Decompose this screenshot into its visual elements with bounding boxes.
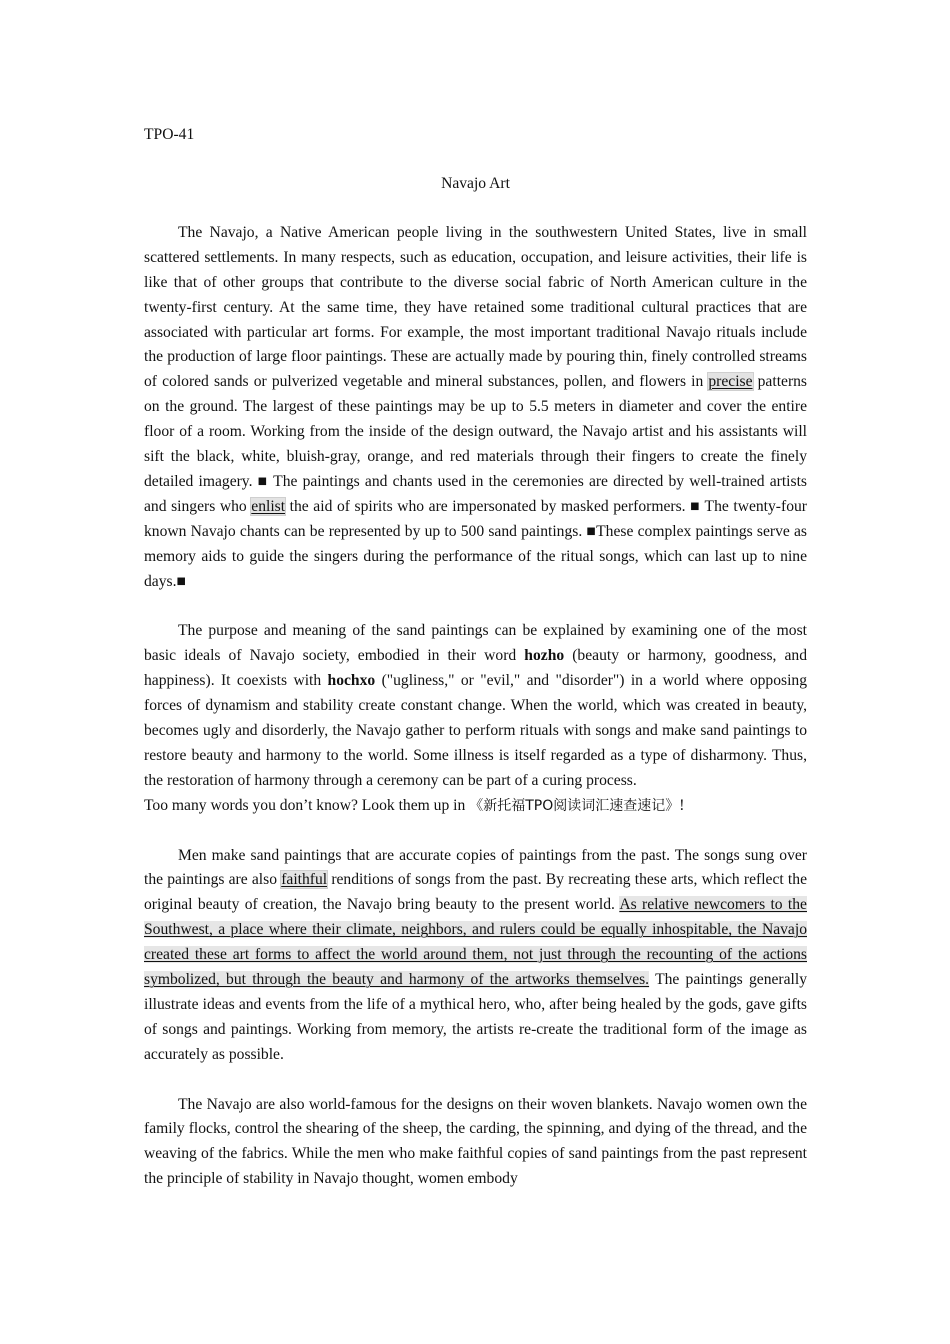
paragraph-4-text-a: The Navajo are also world-famous for the designs on their woven blankets. Navajo women own the family flocks, control the shearing of the sheep, the carding, the spinning, and dying of the thread, and the weaving of the fabrics. While the men who make faithful copies of sand paintings from the past represent the principle of stability in Navajo thought, women embody	[144, 1095, 807, 1188]
paragraph-gap	[144, 819, 807, 844]
term-hochxo: hochxo	[327, 672, 376, 690]
paragraph-2-text-c: ("ugliness," or "evil," and "disorder") in a world where opposing forces of dynamism and stability create constant change. When the world, which was created in beauty, becomes ugly and disorderly, the Navajo gather to perform rituals with songs and make sand paintings to restore beauty and harmony to the world. Some illness is itself regarded as a type of disharmony. Thus, the restoration of harmony through a ceremony can be part of a curing process.	[144, 672, 808, 789]
vocabulary-note-end: !	[679, 796, 685, 814]
vocabulary-note	[144, 794, 807, 819]
paragraph-3	[144, 844, 807, 1068]
paragraph-gap	[144, 1068, 807, 1093]
passage-title: Navajo Art	[441, 175, 510, 192]
paragraph-1-text-c: the aid of spirits who are impersonated by masked performers. ■ The twenty-four known Navajo chants can be represented by up to 500 sand paintings. ■These complex paintings serve as memory aids to guide the singers during the performance of the ritual songs, which can last up to nine days.■	[144, 497, 807, 590]
paragraph-1-text-a: The Navajo, a Native American people living in the southwestern United States, live in small scattered settlements. In many respects, such as education, occupation, and leisure activities, their life is like that of other groups that contribute to the diverse social fabric of North American culture in the twenty-first century. At the same time, they have retained some traditional cultural practices that are associated with particular art forms. For example, the most important traditional Navajo rituals include the production of large floor paintings. These are actually made by pouring thin, finely controlled streams of colored sands or pulverized vegetable and mineral substances, pollen, and flowers in	[144, 223, 807, 391]
paragraph-3-text-c: The paintings generally illustrate ideas and events from the life of a mythical hero, who, after being healed by the gods, gave gifts of songs and paintings. Working from memory, the artists re-create the traditional form of the image as accurately as possible.	[144, 971, 807, 1063]
document-page	[144, 123, 807, 1192]
paragraph-1	[144, 221, 807, 595]
term-hozho: hozho	[524, 647, 565, 665]
highlighted-word-precise[interactable]: precise	[708, 373, 753, 391]
paragraph-2-text-b: (beauty or harmony, goodness, and happiness). It coexists with	[144, 647, 807, 690]
paragraph-4	[144, 1093, 807, 1193]
paragraph-gap	[144, 595, 807, 620]
document-id: TPO-41	[144, 126, 195, 143]
paragraph-2	[144, 619, 807, 793]
vocabulary-note-text: Too many words you don’t know? Look them up in	[144, 796, 470, 814]
vocabulary-book-title: 《新托福TPO阅读词汇速查速记》	[469, 797, 680, 814]
highlighted-word-enlist[interactable]: enlist	[251, 497, 286, 515]
highlighted-word-faithful[interactable]: faithful	[281, 871, 328, 889]
paragraph-3-text-a: Men make sand paintings that are accurate copies of paintings from the past. The songs sung over the paintings are also	[144, 846, 807, 889]
paragraph-1-text-b: patterns on the ground. The largest of these paintings may be up to 5.5 meters in diameter and cover the entire floor of a room. Working from the inside of the design outward, the Navajo artist and his assistants will sift the black, white, bluish-gray, orange, and red materials through their fingers to create the finely detailed imagery. ■ The paintings and chants used in the ceremonies are directed by well-trained artists and singers who	[144, 373, 808, 515]
highlighted-sentence[interactable]: As relative newcomers to the Southwest, a place where their climate, neighbors, and rulers could be equally inhospitable, the Navajo created these art forms to affect the world around them, not just through the recounting of the actions symbolized, but through the beauty and harmony of the artworks themselves.	[144, 896, 807, 989]
paragraph-2-text-a: The purpose and meaning of the sand paintings can be explained by examining one of the most basic ideals of Navajo society, embodied in their word	[144, 622, 807, 665]
paragraph-3-text-b: renditions of songs from the past. By recreating these arts, which reflect the original beauty of creation, the Navajo bring beauty to the present world.	[144, 871, 807, 914]
